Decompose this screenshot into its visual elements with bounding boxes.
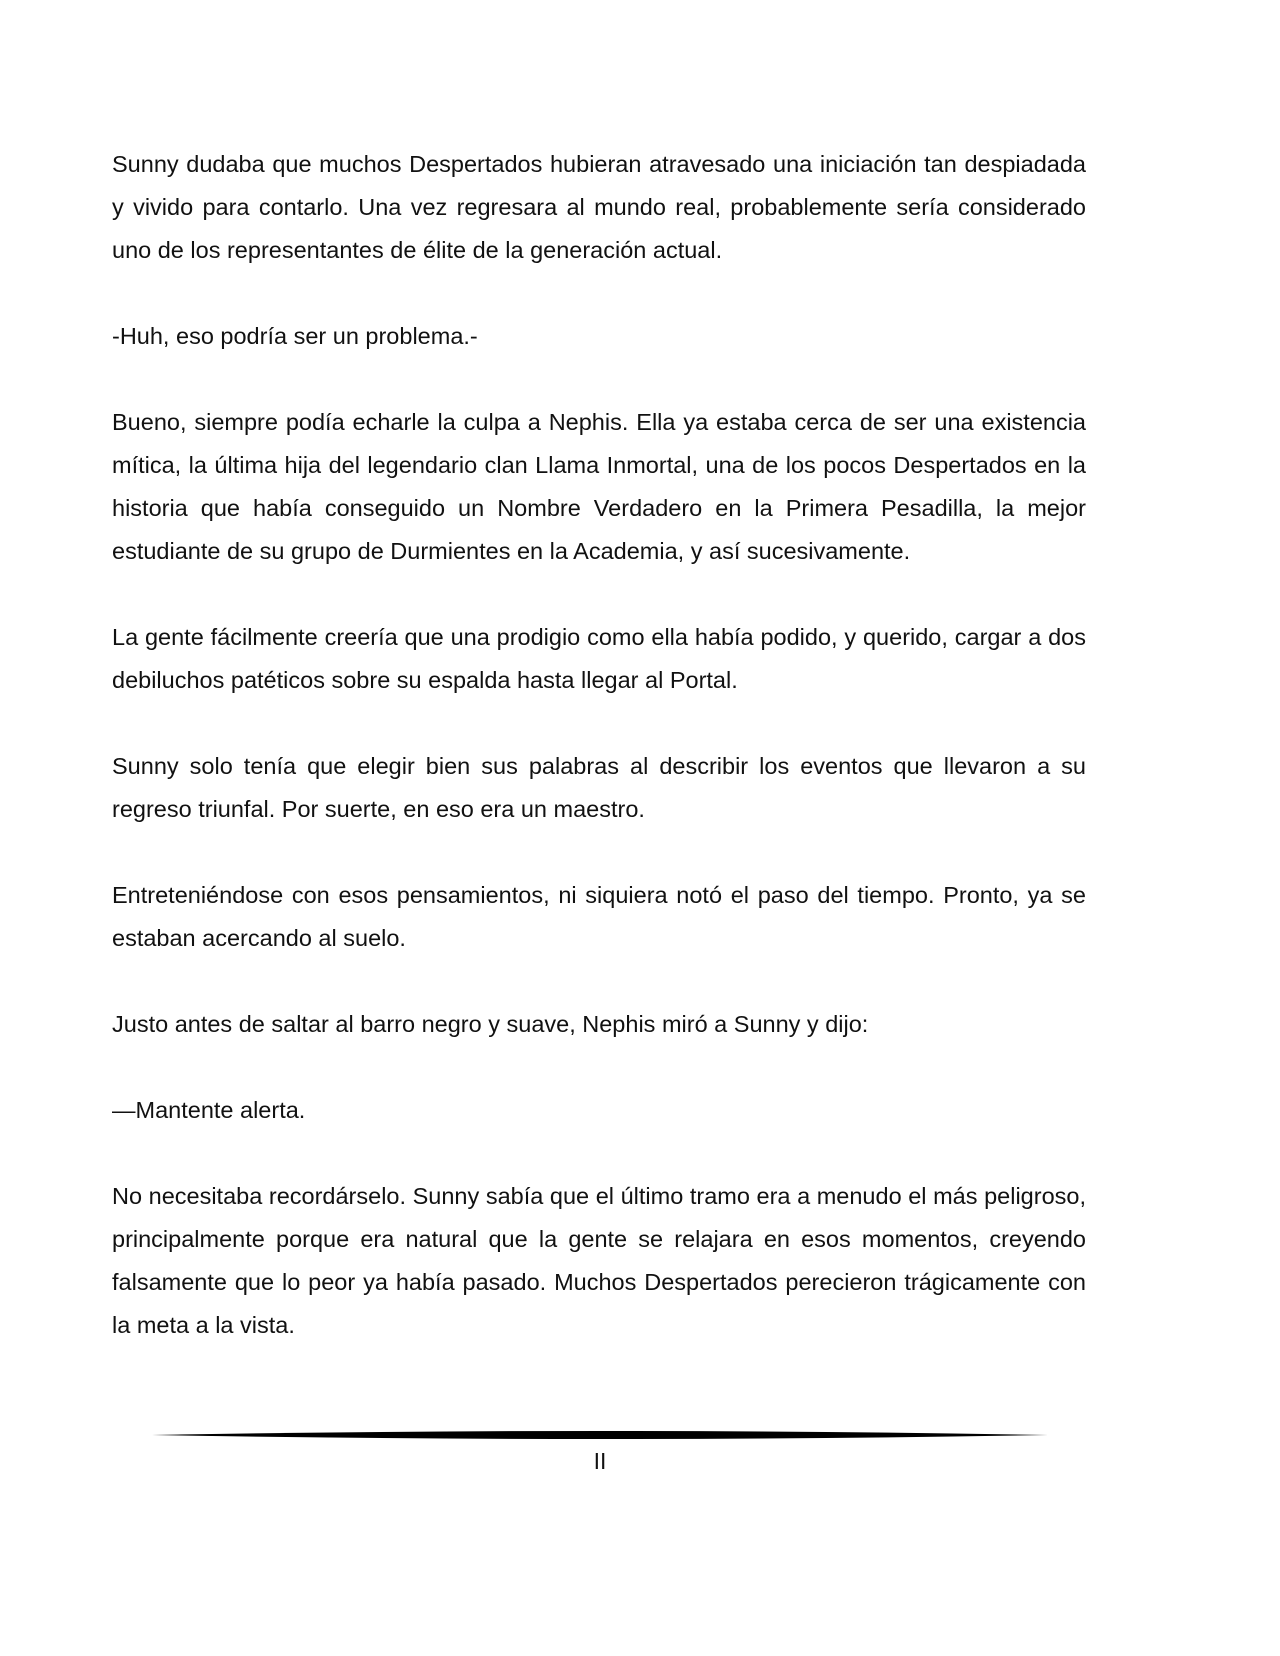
paragraph-9: No necesitaba recordárselo. Sunny sabía que el último tramo era a menudo el más peligroso, principalmente porque era natural que la gente se relajara en esos momentos, creyendo falsamente que lo peor ya había pasado. Muchos Despertados perecieron trágicamente con la meta a la vista. <box>112 1183 1086 1338</box>
paragraph-1: Sunny dudaba que muchos Despertados hubieran atravesado una iniciación tan despiadada y vivido para contarlo. Una vez regresara al mundo real, probablemente sería considerado uno de los representantes de élite de la generación actual. <box>112 151 1086 263</box>
divider-swell <box>152 1431 1048 1439</box>
paragraph-4: La gente fácilmente creería que una prodigio como ella había podido, y querido, cargar a dos debiluchos patéticos sobre su espalda hasta llegar al Portal. <box>112 624 1086 693</box>
paragraph-3: Bueno, siempre podía echarle la culpa a Nephis. Ella ya estaba cerca de ser una existencia mítica, la última hija del legendario clan Llama Inmortal, una de los pocos Despertados en la historia que había conseguido un Nombre Verdadero en la Primera Pesadilla, la mejor estudiante de su grupo de Durmientes en la Academia, y así sucesivamente. <box>112 409 1086 564</box>
paragraph-8: —Mantente alerta. <box>112 1097 306 1123</box>
page-number: II <box>593 1448 607 1474</box>
body-text <box>112 143 1086 1347</box>
ornamental-divider <box>152 1428 1048 1442</box>
paragraph-7: Justo antes de saltar al barro negro y suave, Nephis miró a Sunny y dijo: <box>112 1011 869 1037</box>
paragraph-2: -Huh, eso podría ser un problema.- <box>112 323 478 349</box>
paragraph-5: Sunny solo tenía que elegir bien sus palabras al describir los eventos que llevaron a su regreso triunfal. Por suerte, en eso era un maestro. <box>112 753 1086 822</box>
paragraph-6: Entreteniéndose con esos pensamientos, ni siquiera notó el paso del tiempo. Pronto, ya se estaban acercando al suelo. <box>112 882 1086 951</box>
